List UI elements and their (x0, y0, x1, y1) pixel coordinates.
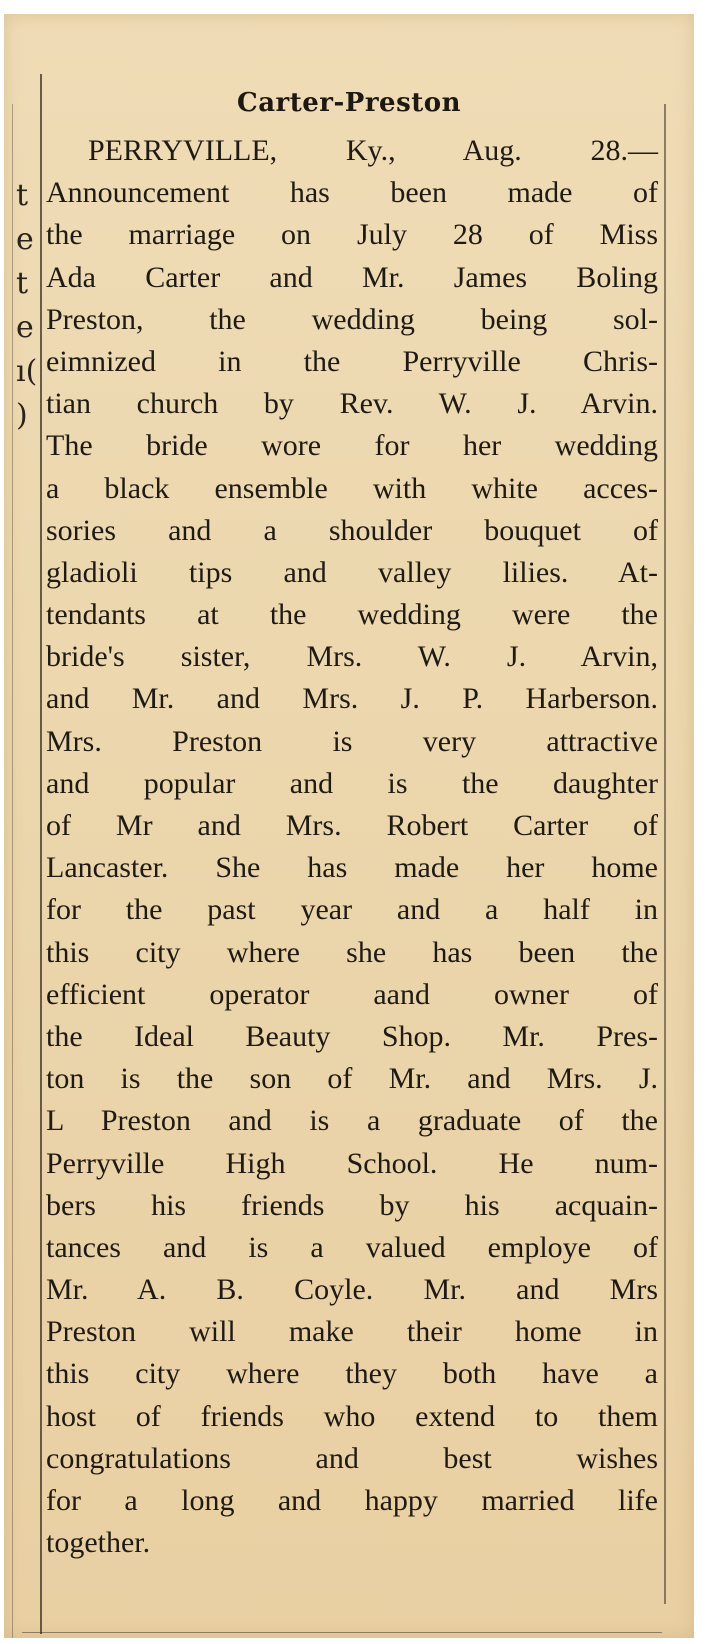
article-line: tian church by Rev. W. J. Arvin. (46, 387, 658, 421)
fragment-glyph: ) (16, 398, 28, 433)
article-line: Mr. A. B. Coyle. Mr. and Mrs (46, 1273, 658, 1307)
fragment-glyph: t (16, 266, 29, 301)
bottom-rule (22, 1632, 662, 1633)
adjacent-column-fragments (16, 174, 40, 438)
article-line: efficient operator aand owner of (46, 977, 658, 1011)
article-line: Ada Carter and Mr. James Boling (46, 260, 658, 294)
article-line: this city where she has been the (46, 935, 658, 969)
article-line: Preston, the wedding being sol- (46, 302, 658, 336)
article-line: and Mr. and Mrs. J. P. Harberson. (46, 682, 658, 716)
article-line: eimnized in the Perryville Chris- (46, 344, 658, 378)
article-line: of Mr and Mrs. Robert Carter of (46, 809, 658, 842)
article-line: sories and a shoulder bouquet of (46, 513, 658, 547)
article-line: the Ideal Beauty Shop. Mr. Pres- (46, 1019, 658, 1053)
article-line: a black ensemble with white acces- (46, 471, 658, 505)
fragment-glyph: t (16, 178, 29, 213)
article-line: PERRYVILLE, Ky., Aug. 28.— (88, 134, 658, 167)
article-line: tances and is a valued employe of (46, 1230, 658, 1264)
article-line: this city where they both have a (46, 1357, 658, 1391)
article-body (46, 130, 658, 1564)
article-line: ton is the son of Mr. and Mrs. J. (46, 1062, 658, 1096)
column-rule-right (664, 104, 666, 1604)
article-line: Announcement has been made of (46, 176, 658, 210)
article-line: bers his friends by his acquain- (46, 1188, 658, 1222)
article-line: and popular and is the daughter (46, 766, 658, 800)
article-line: tendants at the wedding were the (46, 598, 658, 632)
article-line: congratulations and best wishes (46, 1441, 658, 1475)
column-rule-far-left (12, 104, 13, 1638)
article-line: Lancaster. She has made her home (46, 851, 658, 885)
article-line: gladioli tips and valley lilies. At- (46, 555, 658, 589)
article-line: together. (46, 1526, 151, 1560)
article-line: L Preston and is a graduate of the (46, 1104, 658, 1138)
article-line: Mrs. Preston is very attractive (46, 724, 658, 758)
article-line: bride's sister, Mrs. W. J. Arvin, (46, 640, 658, 674)
article-line: for the past year and a half in (46, 893, 658, 927)
newspaper-clipping (4, 14, 694, 1638)
article-line: Perryville High School. He num- (46, 1146, 658, 1180)
column-rule-left (40, 74, 42, 1634)
article-line: the marriage on July 28 of Miss (46, 218, 658, 252)
fragment-glyph: e (16, 310, 34, 345)
article-line: for a long and happy married life (46, 1484, 658, 1517)
article-line: host of friends who extend to them (46, 1399, 658, 1433)
article-headline: Carter-Preston (237, 88, 461, 118)
article-line: Preston will make their home in (46, 1315, 658, 1349)
fragment-glyph: ı( (16, 354, 38, 389)
article-line: The bride wore for her wedding (46, 429, 658, 463)
fragment-glyph: e (16, 222, 34, 257)
